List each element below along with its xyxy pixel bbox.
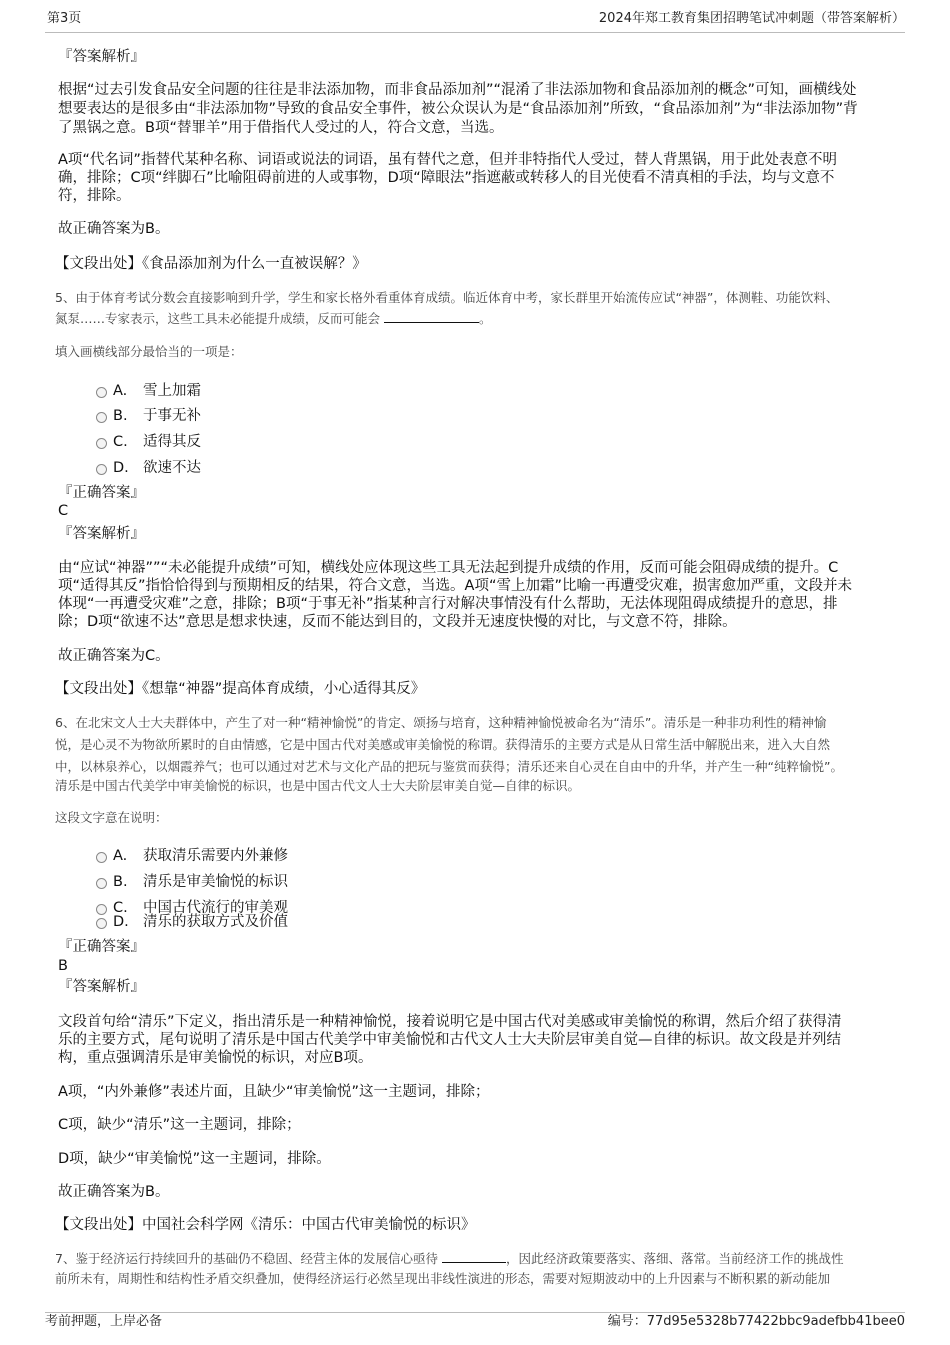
option-b[interactable] xyxy=(96,870,288,891)
option-text: 雪上加霜 xyxy=(143,383,201,399)
analysis-line: 乐的主要方式，尾句说明了清乐是中国古代美学中审美愉悦和古代文人士大夫阶层审美自觉—自律的标识。故文段是并列结 xyxy=(58,1032,841,1048)
option-c[interactable] xyxy=(96,430,201,451)
analysis-line: 了黑锅之意。B项“替罪羊”用于借指代人受过的人，符合文意，当选。 xyxy=(58,120,504,136)
radio-icon[interactable] xyxy=(96,918,107,929)
analysis-line: 除；D项“欲速不达”意思是想求快速，反而不能达到目的，文段并无速度快慢的对比，与文意不符，排除。 xyxy=(58,614,737,630)
analysis-line: 项“适得其反”指恰恰得到与预期相反的结果，符合文意，当选。A项“雪上加霜”比喻一再遭受灾难，损害愈加严重，文段并未 xyxy=(58,578,852,594)
option-letter: B. xyxy=(113,408,128,424)
analysis-label: 『答案解析』 xyxy=(58,979,145,995)
question-prompt: 这段文字意在说明： xyxy=(55,810,168,825)
radio-icon[interactable] xyxy=(96,852,107,863)
analysis-line: 确，排除；C项“绊脚石”比喻阻碍前进的人或事物，D项“障眼法”指遮蔽或转移人的目光使看不清真相的手法，均与文意不 xyxy=(58,170,835,186)
option-text: 欲速不达 xyxy=(143,460,201,476)
option-d[interactable] xyxy=(96,456,201,477)
correct-answer: C xyxy=(58,503,69,519)
footer-slogan: 考前押题，上岸必备 xyxy=(45,1314,163,1329)
option-letter: A. xyxy=(113,848,128,864)
header-divider xyxy=(45,32,905,33)
radio-icon[interactable] xyxy=(96,387,107,398)
analysis-line: 想要表达的是很多由“非法添加物”导致的食品安全事件，被公众误认为是“食品添加剂”所致，“食品添加剂”为“非法添加物”背 xyxy=(58,101,858,117)
question-stem: 清乐是中国古代美学中审美愉悦的标识，也是中国古代文人士大夫阶层审美自觉—自律的标识。 xyxy=(55,778,581,793)
question-prompt: 填入画横线部分最恰当的一项是： xyxy=(55,344,243,359)
analysis-line: 由“应试“神器””“未必能提升成绩”可知，横线处应体现这些工具无法起到提升成绩的作用，反而可能会阻碍成绩的提升。C xyxy=(58,560,839,576)
analysis-line: 体现“一再遭受灾难”之意，排除；B项“于事无补”指某种言行对解决事情没有什么帮助，无法体现阻碍成绩提升的意思，排 xyxy=(58,596,838,612)
question-stem: 7、鉴于经济运行持续回升的基础仍不稳固、经营主体的发展信心亟待 xyxy=(55,1251,438,1266)
question-stem: ，因此经济政策要落实、落细、落常。当前经济工作的挑战性 xyxy=(505,1251,844,1266)
correct-answer-label: 『正确答案』 xyxy=(58,939,145,955)
question-stem: 6、在北宋文人士大夫群体中，产生了对一种“精神愉悦”的肯定、颂扬与培育，这种精神愉悦被命名为“清乐”。清乐是一种非功利性的精神愉 xyxy=(55,715,827,730)
document-title: 2024年郑工教育集团招聘笔试冲刺题（带答案解析） xyxy=(598,11,905,26)
analysis-line: 构，重点强调清乐是审美愉悦的标识，对应B项。 xyxy=(58,1050,373,1066)
option-text: 清乐是审美愉悦的标识 xyxy=(143,874,288,890)
analysis-label: 『答案解析』 xyxy=(58,49,145,65)
source: 【文段出处】《想靠“神器”提高体育成绩，小心适得其反》 xyxy=(55,681,426,697)
radio-icon[interactable] xyxy=(96,464,107,475)
analysis-line: 文段首句给“清乐”下定义，指出清乐是一种精神愉悦，接着说明它是中国古代对美感或审美愉悦的称谓，然后介绍了获得清 xyxy=(58,1014,842,1030)
option-text: 中国古代流行的审美观 xyxy=(143,900,288,916)
page-number: 第3页 xyxy=(47,11,82,26)
option-letter: B. xyxy=(113,874,128,890)
option-d[interactable] xyxy=(96,910,288,931)
analysis-line: 符，排除。 xyxy=(58,188,131,204)
source: 【文段出处】中国社会科学网《清乐：中国古代审美愉悦的标识》 xyxy=(55,1217,476,1233)
conclusion: 故正确答案为B。 xyxy=(58,1184,170,1200)
conclusion: 故正确答案为C。 xyxy=(58,648,170,664)
analysis-line: 根据“过去引发食品安全问题的往往是非法添加物，而非食品添加剂”“混淆了非法添加物和食品添加剂的概念”可知，画横线处 xyxy=(58,82,857,98)
question-stem: 中，以林泉养心，以烟霞养气；也可以通过对艺术与文化产品的把玩与鉴赏而获得；清乐还来自心灵在自由中的升华，并产生一种“纯粹愉悦”。 xyxy=(55,759,843,774)
analysis-label: 『答案解析』 xyxy=(58,526,145,542)
option-a[interactable] xyxy=(96,379,201,400)
option-text: 清乐的获取方式及价值 xyxy=(143,914,288,930)
analysis-line: A项“代名词”指替代某种名称、词语或说法的词语，虽有替代之意，但并非特指代人受过，替人背黑锅，用于此处表意不明 xyxy=(58,152,837,168)
correct-answer: B xyxy=(58,958,68,974)
question-stem-line xyxy=(55,308,492,329)
question-stem: 前所未有，周期性和结构性矛盾交织叠加，使得经济运行必然呈现出非线性演进的形态，需要对短期波动中的上升因素与不断积累的新动能加 xyxy=(55,1271,831,1286)
option-a[interactable] xyxy=(96,844,288,865)
stem-end: 。 xyxy=(479,311,492,326)
correct-answer-label: 『正确答案』 xyxy=(58,485,145,501)
option-text: 于事无补 xyxy=(143,408,201,424)
conclusion: 故正确答案为B。 xyxy=(58,221,170,237)
source: 【文段出处】《食品添加剂为什么一直被误解？》 xyxy=(55,256,367,272)
question-stem: 氮泵……专家表示，这些工具未必能提升成绩，反而可能会 xyxy=(55,311,381,326)
document-id: 编号：77d95e5328b77422bbc9adefbb41bee0 xyxy=(607,1314,905,1329)
option-letter: A. xyxy=(113,383,128,399)
answer-blank xyxy=(442,1250,506,1263)
question-stem: 悦，是心灵不为物欲所累时的自由情感，它是中国古代对美感或审美愉悦的称谓。获得清乐的主要方式是从日常生活中解脱出来，进入大自然 xyxy=(55,737,831,752)
option-note-c: C项，缺少“清乐”这一主题词，排除； xyxy=(58,1117,301,1133)
option-letter: C. xyxy=(113,434,128,450)
option-note-a: A项，“内外兼修”表述片面，且缺少“审美愉悦”这一主题词，排除； xyxy=(58,1084,490,1100)
radio-icon[interactable] xyxy=(96,412,107,423)
answer-blank xyxy=(384,310,479,323)
option-note-d: D项，缺少“审美愉悦”这一主题词，排除。 xyxy=(58,1151,331,1167)
question-stem-line xyxy=(55,1248,843,1269)
option-letter: D. xyxy=(113,460,129,476)
option-b[interactable] xyxy=(96,404,201,425)
option-letter: C. xyxy=(113,900,128,916)
option-text: 获取清乐需要内外兼修 xyxy=(143,848,288,864)
option-letter: D. xyxy=(113,914,129,930)
question-stem: 5、由于体育考试分数会直接影响到升学，学生和家长格外看重体育成绩。临近体育中考，家长群里开始流传应试“神器”，体测鞋、功能饮料、 xyxy=(55,290,839,305)
radio-icon[interactable] xyxy=(96,438,107,449)
radio-icon[interactable] xyxy=(96,878,107,889)
option-text: 适得其反 xyxy=(143,434,201,450)
